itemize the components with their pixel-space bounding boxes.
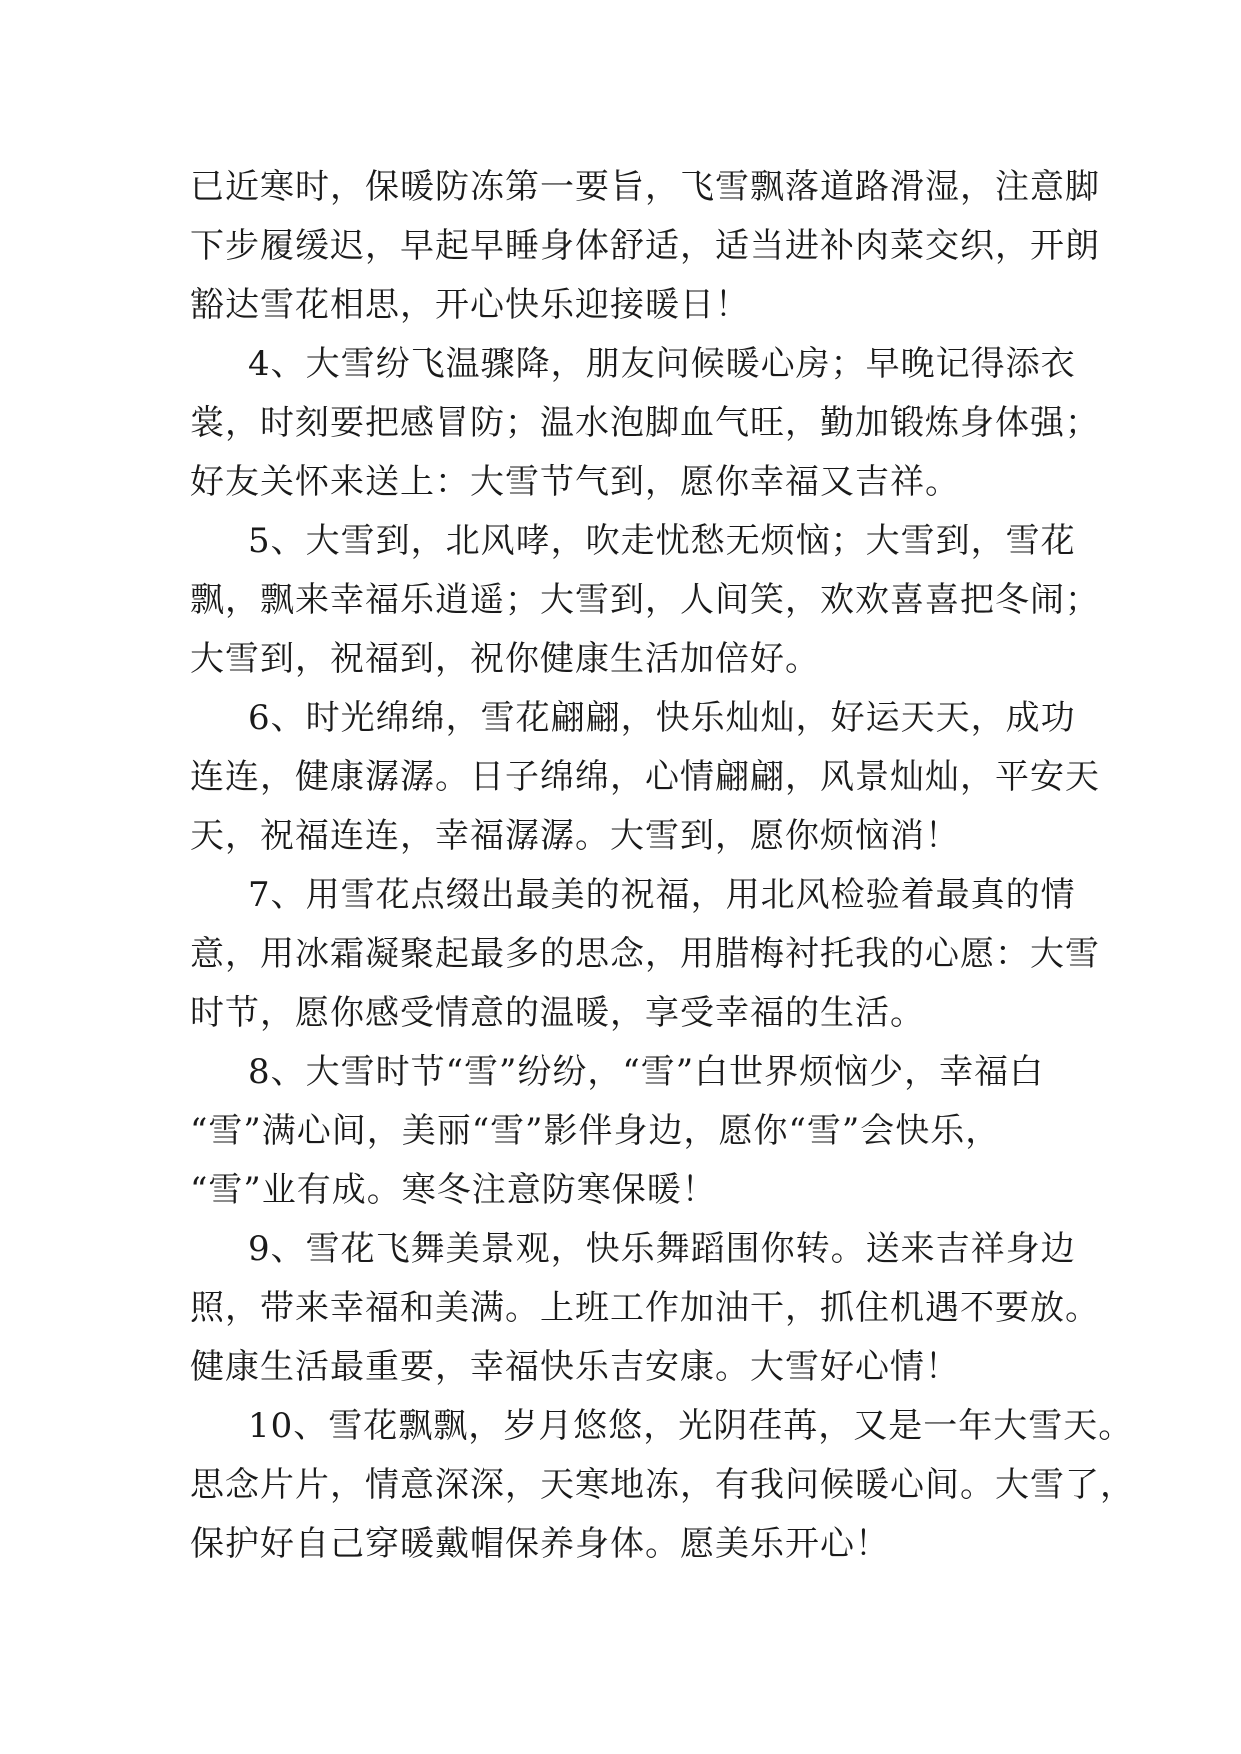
text-line: 豁达雪花相思，开心快乐迎接暖日！ [190,285,750,325]
text-line: “雪”满心间，美丽“雪”影伴身边，愿你“雪”会快乐， [190,1111,1001,1151]
text-line: 已近寒时，保暖防冻第一要旨，飞雪飘落道路滑湿，注意脚 [190,167,1100,207]
text-line: 思念片片，情意深深，天寒地冻，有我问候暖心间。大雪了， [190,1465,1135,1505]
text-line: 连连，健康潺潺。日子绵绵，心情翩翩，风景灿灿，平安天 [190,757,1100,797]
paragraph-8 [190,1043,1050,1220]
text-line: 时节，愿你感受情意的温暖，享受幸福的生活。 [190,993,925,1033]
text-line: 7、用雪花点缀出最美的祝福，用北风检验着最真的情 [248,875,1076,915]
paragraph-3-continued [190,158,1100,335]
text-line: 8、大雪时节“雪”纷纷，“雪”白世界烦恼少，幸福白 [248,1052,1045,1092]
paragraph-7 [190,866,1100,1043]
paragraph-6 [190,689,1100,866]
text-line: 照，带来幸福和美满。上班工作加油干，抓住机遇不要放。 [190,1288,1100,1328]
paragraph-9 [190,1220,1100,1397]
text-line: 天，祝福连连，幸福潺潺。大雪到，愿你烦恼消！ [190,816,960,856]
text-line: 9、雪花飞舞美景观，快乐舞蹈围你转。送来吉祥身边 [248,1229,1076,1269]
text-line: 意，用冰霜凝聚起最多的思念，用腊梅衬托我的心愿：大雪 [190,934,1100,974]
text-line: 下步履缓迟，早起早睡身体舒适，适当进补肉菜交织，开朗 [190,226,1100,266]
text-line: 裳，时刻要把感冒防；温水泡脚血气旺，勤加锻炼身体强； [190,403,1100,443]
text-line: 健康生活最重要，幸福快乐吉安康。大雪好心情！ [190,1347,960,1387]
text-line: 飘，飘来幸福乐逍遥；大雪到，人间笑，欢欢喜喜把冬闹； [190,580,1100,620]
paragraph-10 [190,1397,1135,1574]
paragraph-5 [190,512,1100,689]
paragraph-4 [190,335,1100,512]
text-line: “雪”业有成。寒冬注意防寒保暖！ [190,1170,717,1210]
text-line: 6、时光绵绵，雪花翩翩，快乐灿灿，好运天天，成功 [248,698,1076,738]
text-line: 5、大雪到，北风哮，吹走忧愁无烦恼；大雪到，雪花 [248,521,1076,561]
text-line: 好友关怀来送上：大雪节气到，愿你幸福又吉祥。 [190,462,960,502]
document-body [190,158,1135,1574]
text-line: 大雪到，祝福到，祝你健康生活加倍好。 [190,639,820,679]
text-line: 保护好自己穿暖戴帽保养身体。愿美乐开心！ [190,1524,890,1564]
text-line: 4、大雪纷飞温骤降，朋友问候暖心房；早晚记得添衣 [248,344,1076,384]
text-line: 10、雪花飘飘，岁月悠悠，光阴荏苒，又是一年大雪天。 [248,1406,1134,1446]
